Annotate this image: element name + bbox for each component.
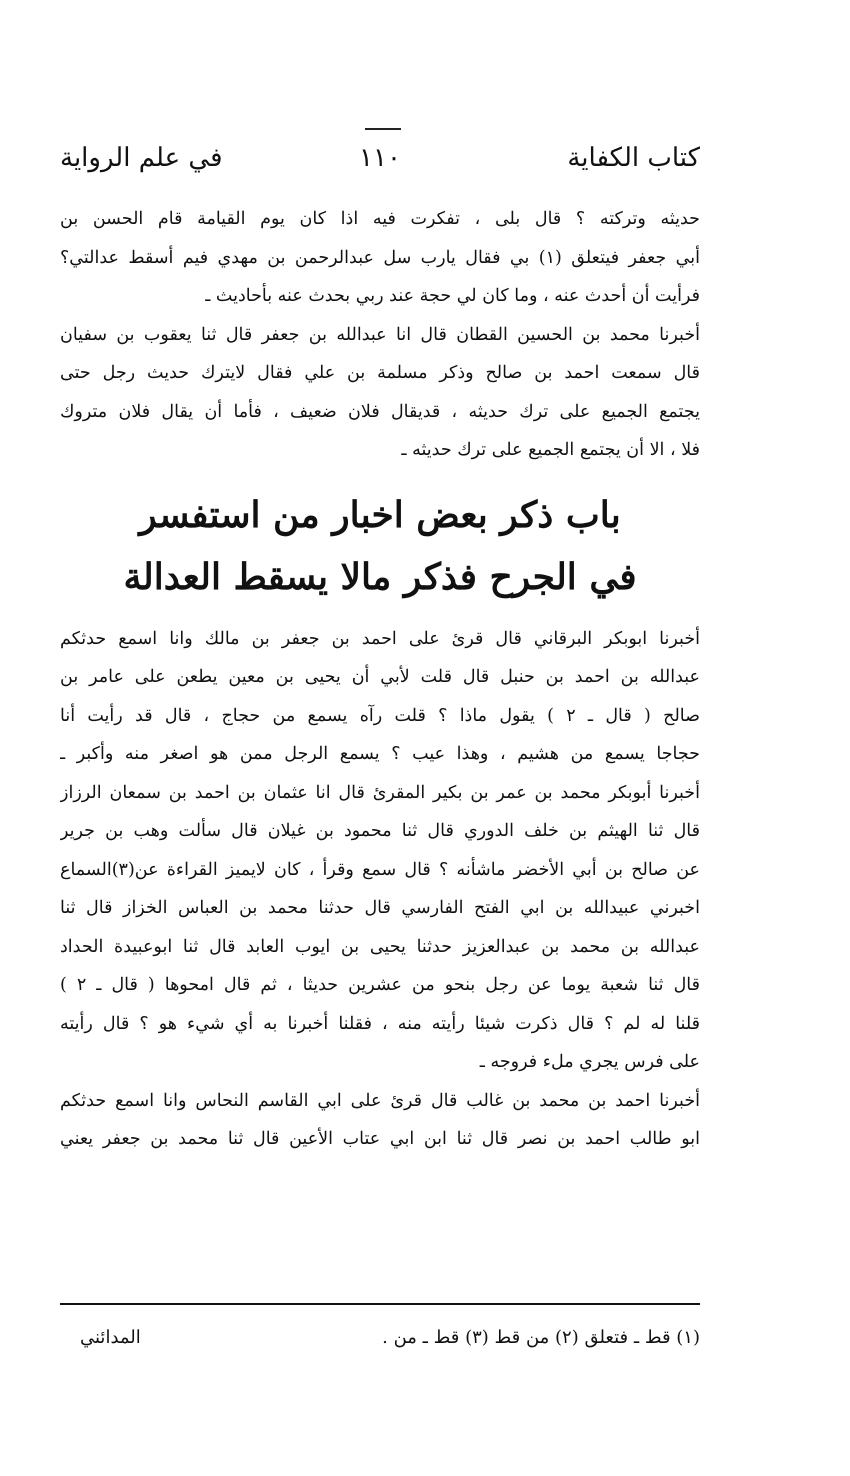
body-text: [60, 200, 700, 1159]
text-line: أبي جعفر فيتعلق (١) بي فقال يارب سل عبدالرحمن بن مهدي فيم أسقط عدالتي؟: [60, 247, 700, 268]
paragraph-6: [60, 1082, 700, 1159]
book-title: كتاب الكفاية: [567, 143, 700, 173]
heading-line-2: في الجرح فذكر مالا يسقط العدالة: [123, 555, 637, 598]
paragraph-5: [60, 889, 700, 1082]
running-header: [60, 138, 700, 178]
ornament-mark: [365, 128, 401, 134]
text-line: أخبرنا ابوبكر البرقاني قال قرئ على احمد بن جعفر بن مالك وانا اسمع حدثكم: [60, 628, 700, 649]
paragraph-4: [60, 774, 700, 890]
text-line: فلا ، الا أن يجتمع الجميع على ترك حديثه ـ: [401, 440, 700, 460]
text-line: عبدالله بن احمد بن حنبل قال قلت لأبي أن يحيى بن معين يطعن على عامر بن: [60, 667, 700, 687]
paragraph-2: [60, 316, 700, 470]
text-line: ابو طالب احمد بن نصر قال ثنا ابن ابي عتاب الأعين قال ثنا محمد بن جعفر يعني: [60, 1129, 700, 1149]
text-line: أخبرنا أبوبكر محمد بن عمر بن بكير المقرئ قال انا عثمان بن احمد بن سمعان الرزاز: [60, 782, 700, 803]
text-line: فرأيت أن أحدث عنه ، وما كان لي حجة عند ربي بحدث عنه بأحاديث ـ: [205, 286, 700, 306]
catchword: المدائني: [80, 1327, 141, 1348]
text-line: عن صالح بن أبي الأخضر ماشأنه ؟ قال سمع وقرأ ، كان لايميز القراءة عن(٣)السماع: [60, 859, 700, 880]
text-line: قلنا له لم ؟ قال ذكرت شيئا رأيته منه ، فقلنا أخبرنا به أي شيء هو ؟ قال رأيته: [60, 1013, 700, 1034]
footnote-text: (١) قط ـ فتعلق (٢) من قط (٣) قط ـ من .: [382, 1327, 700, 1348]
footnote-separator: [60, 1303, 700, 1305]
text-line: يجتمع الجميع على ترك حديثه ، قديقال فلان ضعيف ، فأما أن يقال فلان متروك: [60, 401, 700, 422]
document-page: [60, 120, 700, 1370]
text-line: على فرس يجري ملء فروجه ـ: [479, 1052, 700, 1072]
text-line: قال سمعت احمد بن صالح وذكر مسلمة بن علي فقال لايترك حديث رجل حتى: [60, 363, 700, 383]
text-line: حديثه وتركته ؟ قال بلى ، تفكرت فيه اذا كان يوم القيامة قام الحسن بن: [60, 209, 700, 229]
text-line: قال ثنا شعبة يوما عن رجل بنحو من عشرين حديثا ، ثم قال امحوها ( قال ـ ٢ ): [60, 975, 700, 995]
section-heading: [60, 470, 700, 620]
paragraph-1: [60, 200, 700, 316]
text-line: اخبرني عبيدالله بن ابي الفتح الفارسي قال حدثنا محمد بن العباس الخزاز قال ثنا: [60, 898, 700, 918]
text-line: أخبرنا محمد بن الحسين القطان قال انا عبدالله بن جعفر قال ثنا يعقوب بن سفيان: [60, 324, 700, 345]
text-line: صالح ( قال ـ ٢ ) يقول ماذا ؟ قلت رآه يسمع من حجاج ، قال قد رأيت أنا: [60, 705, 700, 726]
footnotes: [60, 1320, 700, 1356]
page-number: ١١٠: [359, 143, 401, 173]
text-line: قال ثنا الهيثم بن خلف الدوري قال ثنا محمود بن غيلان قال سألت وهب بن جرير: [60, 821, 700, 841]
text-line: أخبرنا احمد بن محمد بن غالب قال قرئ على ابي القاسم النحاس وانا اسمع حدثكم: [60, 1090, 700, 1111]
book-subtitle: في علم الرواية: [60, 143, 223, 173]
paragraph-3: [60, 620, 700, 774]
text-line: عبدالله بن محمد بن عبدالعزيز حدثنا يحيى بن ايوب العابد قال ثنا ابوعبيدة الحداد: [60, 936, 700, 957]
heading-line-1: باب ذكر بعض اخبار من استفسر: [139, 493, 621, 536]
text-line: حجاجا يسمع من هشيم ، وهذا عيب ؟ يسمع الرجل ممن هو اصغر منه وأكبر ـ: [60, 744, 700, 764]
